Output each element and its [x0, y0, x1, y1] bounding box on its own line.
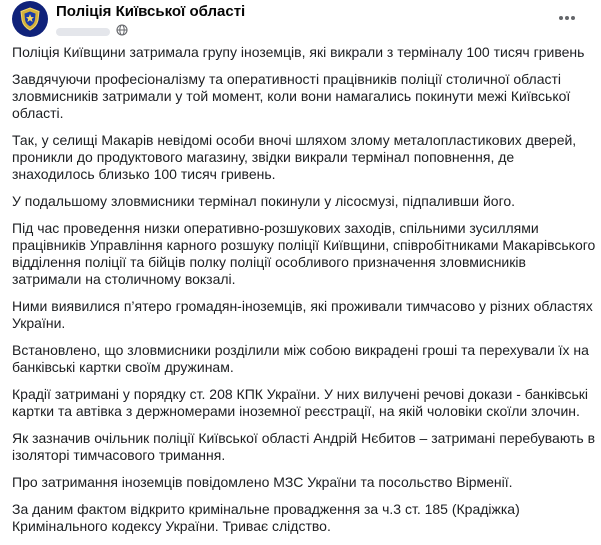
post-paragraph: Ними виявилися п’ятеро громадян-іноземців, які проживали тимчасово у різних областях України. — [12, 298, 593, 331]
post-paragraph: Як зазначив очільник поліції Київської області Андрій Нєбитов – затримані перебувають в ізоляторі тимчасового тримання. — [12, 430, 596, 463]
post-meta — [56, 24, 245, 39]
post-paragraph: Під час проведення низки оперативно-розшукових заходів, спільними зусиллями працівників Управління карного розшуку поліції Київщини, співробітниками Макарівського відділення поліції та бійців полку поліції особливого призначення зловмисників затримали на столичному вокзалі. — [12, 220, 596, 287]
ellipsis-icon — [558, 15, 576, 21]
post-header — [12, 0, 589, 49]
police-badge-icon — [16, 5, 44, 33]
post-paragraph: Про затримання іноземців повідомлено МЗС України та посольство Вірменії. — [12, 474, 513, 490]
post-paragraph: У подальшому зловмисники термінал покинули у лісосмузі, підпаливши його. — [12, 193, 516, 209]
post-timestamp-placeholder[interactable] — [56, 28, 110, 36]
post-paragraph: Встановлено, що зловмисники розділили між собою викрадені гроші та перехували їх на банківські картки своїм дружинам. — [12, 342, 589, 375]
post-paragraph: Завдячуючи професіоналізму та оперативності працівників поліції столичної області зловмисників затримали у той момент, коли вони намагались покинути межі Київської області. — [12, 71, 571, 121]
more-options-button[interactable] — [553, 8, 581, 28]
post-paragraph: Поліція Київщини затримала групу іноземців, які викрали з терміналу 100 тисяч гривень — [12, 44, 585, 60]
page-name[interactable]: Поліція Київської області — [56, 3, 246, 20]
post-paragraph: За даним фактом відкрито кримінальне провадження за ч.3 ст. 185 (Крадіжка) Кримінального кодексу України. Триває слідство. — [12, 501, 520, 534]
post-paragraph: Так, у селищі Макарів невідомі особи вночі шляхом злому металопластикових дверей, проникли до продуктового магазину, звідки викрали термінал поповнення, де знаходилось близько 100 тисяч гривень. — [12, 132, 577, 182]
globe-icon[interactable] — [116, 24, 128, 39]
page-avatar[interactable] — [12, 1, 48, 37]
post-paragraph: Крадії затримані у порядку ст. 208 КПК України. У них вилучені речові докази - банківські картки та автівка з держномерами іноземної реєстрації, на якій чоловіки скоїли злочин. — [12, 386, 589, 419]
header-text — [56, 1, 245, 39]
post-body — [12, 44, 596, 545]
